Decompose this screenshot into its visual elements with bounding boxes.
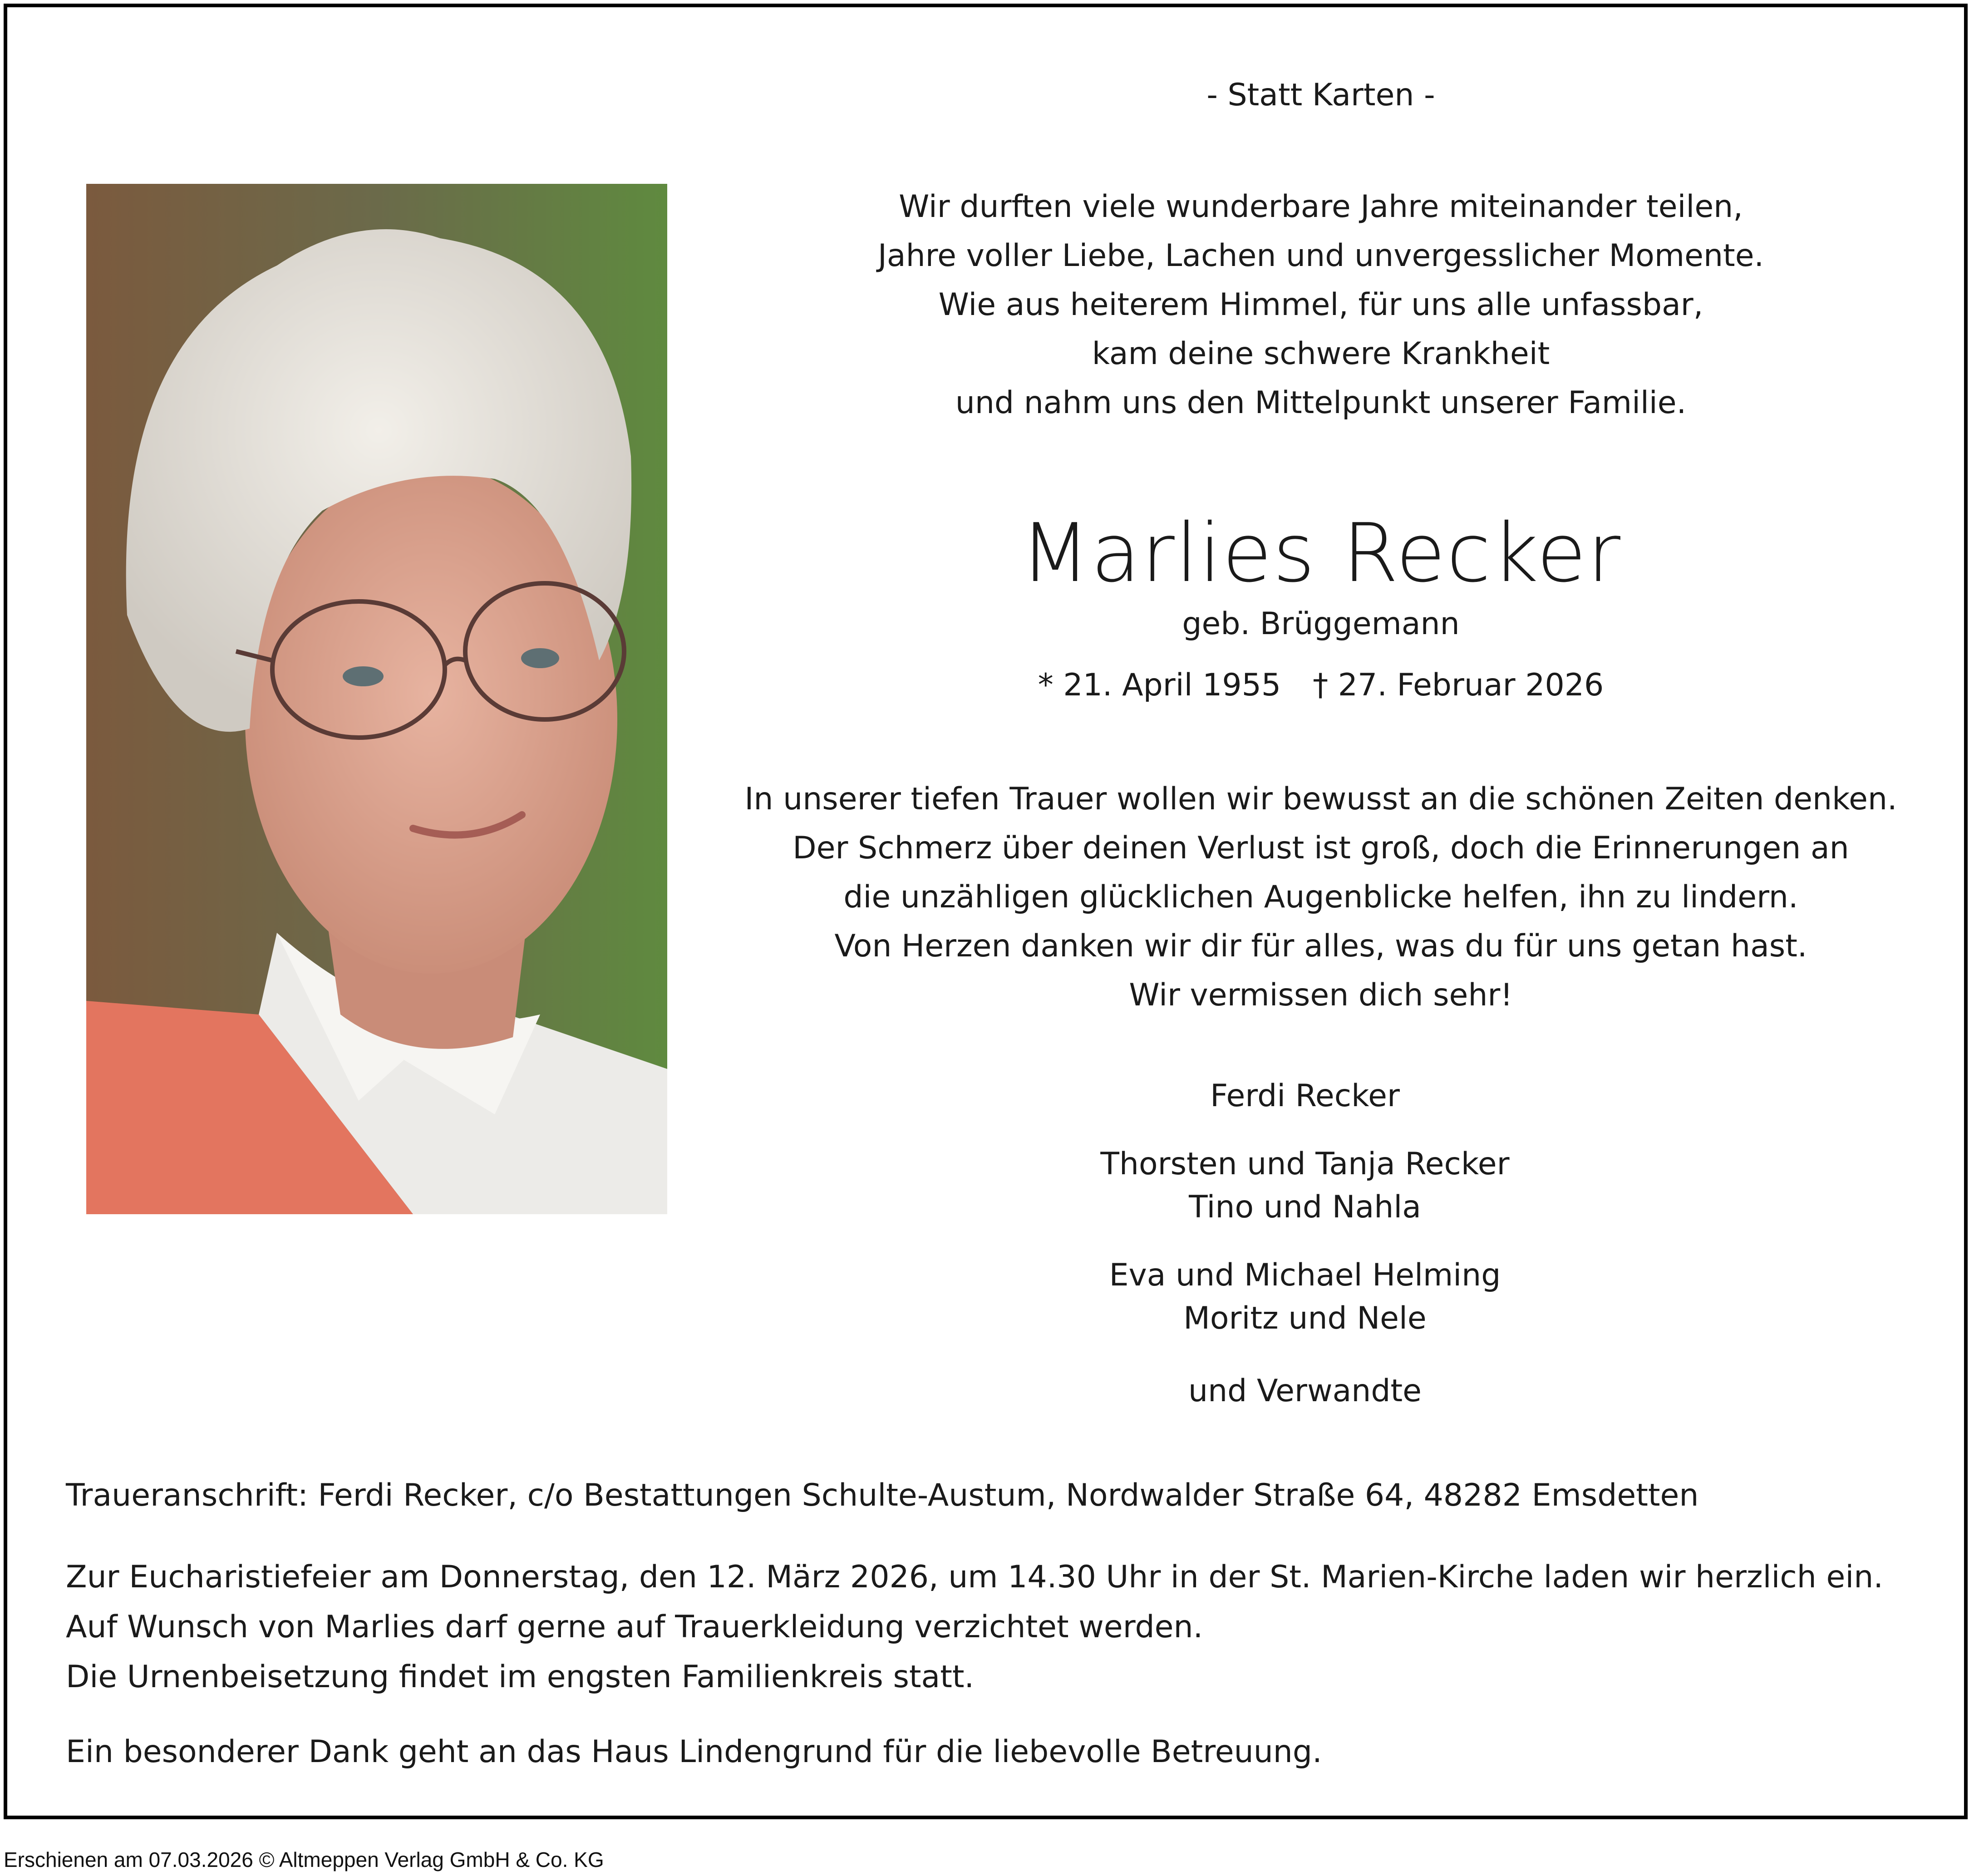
family-children-tino-nahla: Tino und Nahla [1189,1189,1421,1225]
ceremony-info [66,1552,1927,1702]
family-member-eva-michael: Eva und Michael Helming [1109,1257,1501,1293]
mourning-line: Wir vermissen dich sehr! [1129,977,1513,1013]
mourning-text [708,775,1934,1020]
death-date: † 27. Februar 2026 [1313,667,1604,703]
poem-line: kam deine schwere Krankheit [1092,336,1550,372]
family-member-thorsten-tanja: Thorsten und Tanja Recker [1100,1146,1510,1182]
portrait-photo [86,184,667,1214]
statt-karten: - Statt Karten - [1206,77,1435,113]
poem-line: Jahre voller Liebe, Lachen und unvergesslicher Momente. [877,238,1764,274]
mourning-address: Traueranschrift: Ferdi Recker, c/o Bestattungen Schulte-Austum, Nordwalder Straße 64, 48282 Emsdetten [66,1477,1699,1513]
poem-line: Wie aus heiterem Himmel, für uns alle unfassbar, [938,287,1703,323]
ceremony-line: Die Urnenbeisetzung findet im engsten Familienkreis statt. [66,1659,975,1695]
mourning-line: In unserer tiefen Trauer wollen wir bewusst an die schönen Zeiten denken. [744,781,1897,817]
mourning-line: Der Schmerz über deinen Verlust ist groß, doch die Erinnerungen an [793,830,1849,866]
deceased-name: Marlies Recker [1020,506,1622,600]
thanks-note: Ein besonderer Dank geht an das Haus Lindengrund für die liebevolle Betreuung. [66,1734,1322,1770]
publication-footer: Erschienen am 07.03.2026 © Altmeppen Verlag GmbH & Co. KG [4,1848,604,1871]
relatives: und Verwandte [1188,1373,1422,1409]
family-member-ferdi: Ferdi Recker [1210,1078,1400,1114]
family-children-moritz-nele: Moritz und Nele [1183,1300,1427,1336]
ceremony-line: Zur Eucharistiefeier am Donnerstag, den 12. März 2026, um 14.30 Uhr in der St. Marien-Kirche laden wir herzlich ein. [66,1559,1883,1595]
life-dates [708,667,1934,703]
poem [708,182,1934,428]
poem-line: und nahm uns den Mittelpunkt unserer Familie. [955,385,1687,421]
poem-line: Wir durften viele wunderbare Jahre miteinander teilen, [899,189,1743,225]
ceremony-line: Auf Wunsch von Marlies darf gerne auf Trauerkleidung verzichtet werden. [66,1609,1203,1645]
birth-date: * 21. April 1955 [1038,667,1281,703]
mourning-line: Von Herzen danken wir dir für alles, was du für uns getan hast. [834,928,1807,964]
birth-name: geb. Brüggemann [1182,606,1460,642]
mourning-line: die unzähligen glücklichen Augenblicke helfen, ihn zu lindern. [843,879,1798,915]
